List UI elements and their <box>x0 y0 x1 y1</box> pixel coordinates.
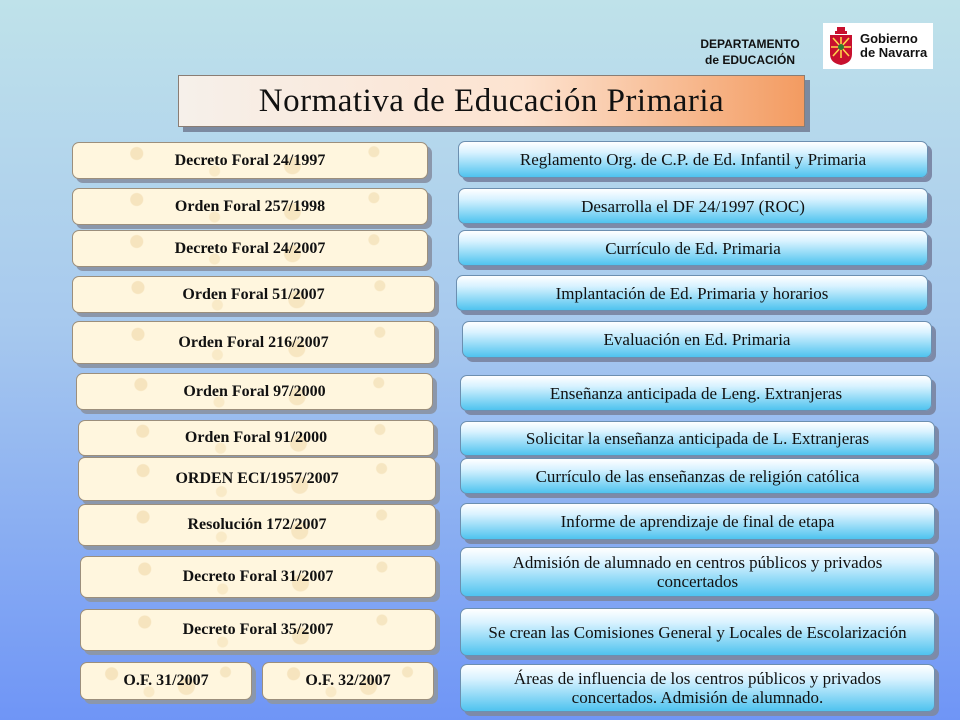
desc-curriculo-primaria[interactable]: Currículo de Ed. Primaria <box>458 230 928 266</box>
desc-reglamento-organico[interactable]: Reglamento Org. de C.P. de Ed. Infantil y Primaria <box>458 141 928 178</box>
desc-solicitar-ensenanza-anticipada[interactable]: Solicitar la enseñanza anticipada de L. Extranjeras <box>460 421 935 456</box>
norm-orden-foral-216-2007[interactable]: Orden Foral 216/2007 <box>72 321 435 364</box>
department-line-2: de EDUCACIÓN <box>704 53 795 67</box>
norm-of-31-2007[interactable]: O.F. 31/2007 <box>80 662 252 700</box>
logo-line-1: Gobierno <box>860 31 918 46</box>
gobierno-navarra-logo <box>823 23 933 69</box>
norm-orden-eci-1957-2007[interactable]: ORDEN ECI/1957/2007 <box>78 457 436 501</box>
norm-decreto-foral-31-2007[interactable]: Decreto Foral 31/2007 <box>80 556 436 598</box>
desc-implantacion-horarios[interactable]: Implantación de Ed. Primaria y horarios <box>456 275 928 311</box>
navarra-coat-of-arms-icon <box>827 26 855 66</box>
desc-evaluacion-primaria[interactable]: Evaluación en Ed. Primaria <box>462 321 932 358</box>
desc-ensenanza-anticipada[interactable]: Enseñanza anticipada de Leng. Extranjeras <box>460 375 932 411</box>
norm-orden-foral-91-2000[interactable]: Orden Foral 91/2000 <box>78 420 434 456</box>
logo-line-2: de Navarra <box>860 45 928 60</box>
department-label <box>676 36 824 68</box>
norm-orden-foral-257-1998[interactable]: Orden Foral 257/1998 <box>72 188 428 225</box>
norm-of-32-2007[interactable]: O.F. 32/2007 <box>262 662 434 700</box>
desc-admision-alumnado[interactable]: Admisión de alumnado en centros públicos y privados concertados <box>460 547 935 597</box>
desc-informe-aprendizaje[interactable]: Informe de aprendizaje de final de etapa <box>460 503 935 540</box>
department-line-1: DEPARTAMENTO <box>700 37 800 51</box>
norm-decreto-foral-24-2007[interactable]: Decreto Foral 24/2007 <box>72 230 428 267</box>
norm-decreto-foral-24-1997[interactable]: Decreto Foral 24/1997 <box>72 142 428 179</box>
norm-resolucion-172-2007[interactable]: Resolución 172/2007 <box>78 504 436 546</box>
norm-orden-foral-51-2007[interactable]: Orden Foral 51/2007 <box>72 276 435 313</box>
desc-curriculo-religion[interactable]: Currículo de las enseñanzas de religión católica <box>460 458 935 494</box>
page-title: Normativa de Educación Primaria <box>178 75 805 127</box>
norm-orden-foral-97-2000[interactable]: Orden Foral 97/2000 <box>76 373 433 410</box>
norm-decreto-foral-35-2007[interactable]: Decreto Foral 35/2007 <box>80 609 436 651</box>
desc-comisiones-escolarizacion[interactable]: Se crean las Comisiones General y Locales de Escolarización <box>460 608 935 656</box>
desc-desarrolla-df-24-1997[interactable]: Desarrolla el DF 24/1997 (ROC) <box>458 188 928 224</box>
desc-areas-influencia[interactable]: Áreas de influencia de los centros públicos y privados concertados. Admisión de alumnado. <box>460 664 935 712</box>
